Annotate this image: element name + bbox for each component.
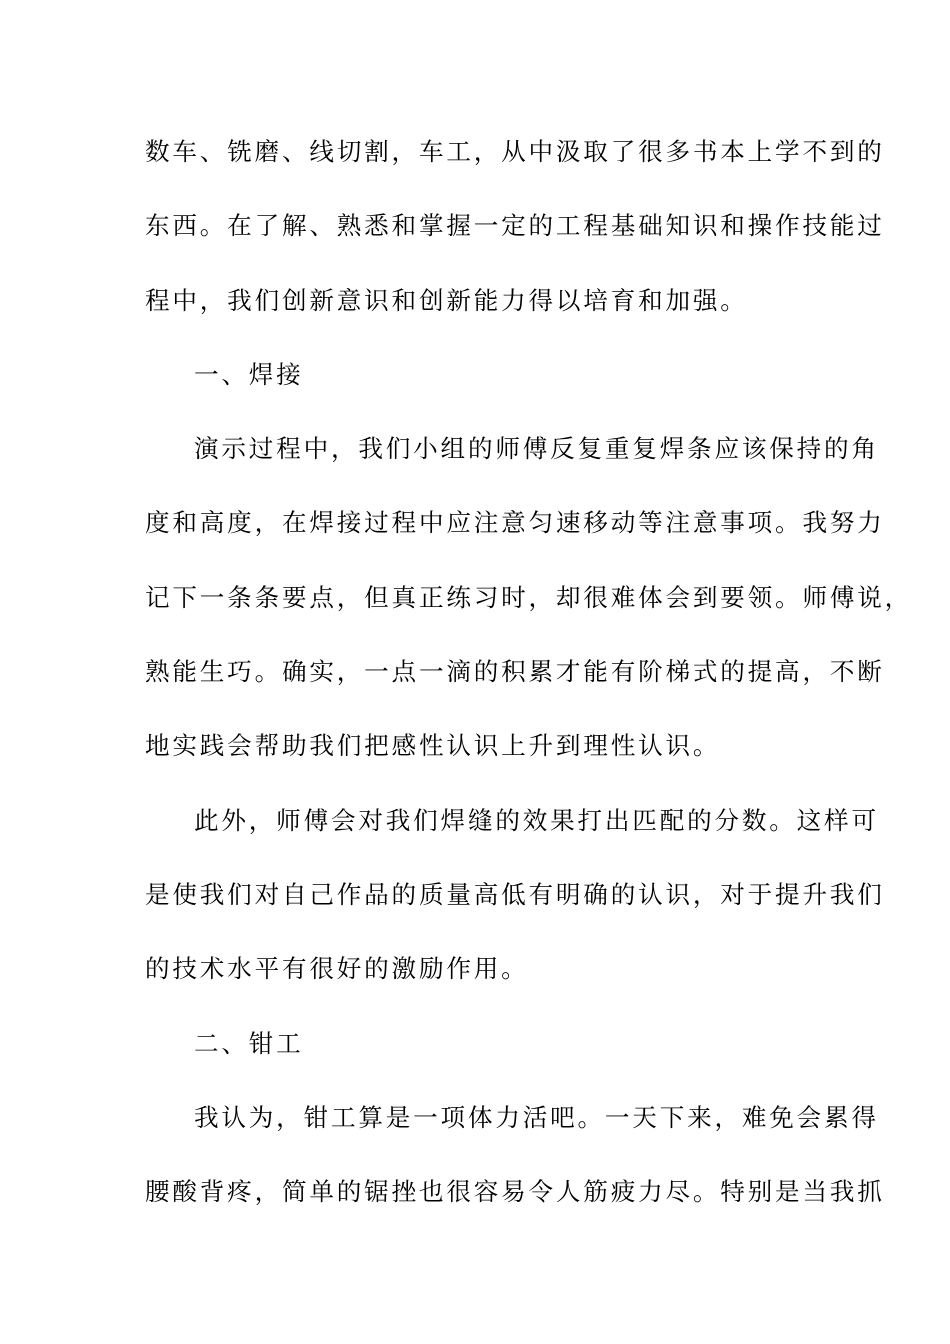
text-line: 腰酸背疼，简单的锯挫也很容易令人筋疲力尽。特别是当我抓 [145, 1177, 885, 1207]
text-line: 度和高度，在焊接过程中应注意匀速移动等注意事项。我努力 [145, 508, 885, 538]
text-line: 此外，师傅会对我们焊缝的效果打出匹配的分数。这样可 [194, 805, 879, 835]
text-line: 程中，我们创新意识和创新能力得以培育和加强。 [145, 285, 748, 315]
text-line: 我认为，钳工算是一项体力活吧。一天下来，难免会累得 [194, 1102, 879, 1132]
text-line: 演示过程中，我们小组的师傅反复重复焊条应该保持的角 [194, 434, 879, 464]
text-line: 熟能生巧。确实，一点一滴的积累才能有阶梯式的提高，不断 [145, 657, 885, 687]
document-body [145, 126, 913, 1240]
text-line: 地实践会帮助我们把感性认识上升到理性认识。 [145, 731, 721, 761]
text-line: 数车、铣磨、线切割，车工，从中汲取了很多书本上学不到的 [145, 137, 885, 166]
text-line: 记下一条条要点，但真正练习时，却很难体会到要领。师傅说， [145, 582, 913, 612]
text-line: 的技术水平有很好的激励作用。 [145, 954, 529, 984]
text-line: 东西。在了解、熟悉和掌握一定的工程基础知识和操作技能过 [145, 211, 885, 241]
text-line: 是使我们对自己作品的质量高低有明确的认识，对于提升我们 [145, 879, 885, 909]
section-heading-fitter: 二、钳工 [194, 1028, 304, 1058]
section-heading-welding: 一、焊接 [194, 359, 304, 389]
